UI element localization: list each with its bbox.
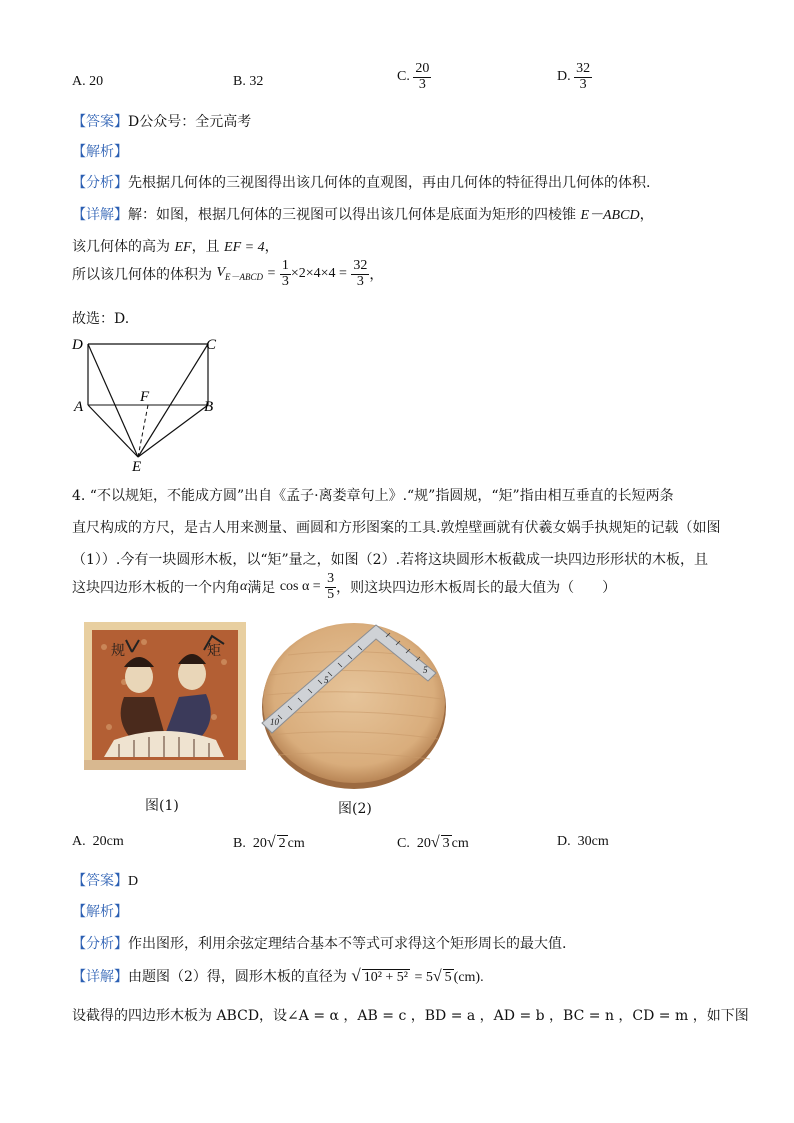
answer-text: D xyxy=(128,874,139,889)
vertex-label-f: F xyxy=(140,389,150,405)
xiangjie-text: 由题图（2）得，圆形木板的直径为 xyxy=(128,969,347,985)
vertex-label-c: C xyxy=(206,337,217,353)
q3-option-c xyxy=(397,62,431,92)
vertex-label-b: B xyxy=(204,399,214,415)
mural-label-ju: 矩 xyxy=(207,643,221,659)
volume-symbol: $V_{E-ABCD}$ xyxy=(216,265,264,283)
q4-stem-line-2: 直尺构成的方尺，是古人用来测量、画圆和方形图案的工具.敦煌壁画就有伏羲女娲手执规矩的记载（如图 xyxy=(72,520,721,536)
q3-choose-line: 故选：D. xyxy=(72,311,130,327)
option-fraction xyxy=(574,62,592,92)
fraction-denominator: 3 xyxy=(418,76,426,92)
pyramid-name: E－ABCD xyxy=(580,208,640,223)
option-letter: A. xyxy=(72,74,86,89)
fenxi-text: 先根据几何体的三视图得出该几何体的直观图，再由几何体的特征得出几何体的体积. xyxy=(128,175,651,191)
mural-image xyxy=(84,622,246,770)
height-segment: EF xyxy=(174,240,192,255)
xiangjie-tag: 【详解】 xyxy=(72,969,128,985)
answer-text: D公众号：全元高考 xyxy=(128,114,252,130)
cos-expression: cos α = xyxy=(279,579,321,595)
q4-analysis-tag: 【解析】 xyxy=(72,904,128,920)
option-letter: C. xyxy=(397,69,410,85)
q4-option-b: B. 20√ 2 cm xyxy=(233,834,305,851)
option-fraction xyxy=(413,62,431,92)
option-letter: D. xyxy=(557,69,571,85)
fenxi-text: 作出图形，利用余弦定理结合基本不等式可求得这个矩形周长的最大值. xyxy=(128,936,567,952)
diameter-radicand: 10² + 5² xyxy=(363,970,409,985)
fraction-denominator: 3 xyxy=(579,76,587,92)
vertex-label-e: E xyxy=(132,459,142,475)
q4-stem-line-3: （1））.今有一块圆形木板，以“矩”量之，如图（2）.若将这块圆形木板截成一块四边形形状的木板，且 xyxy=(72,552,709,568)
fraction-numerator: 20 xyxy=(415,61,430,76)
q3-volume-line: 所以该几何体的体积为 $V_{E-ABCD}$ = $\frac{1}{3}$ ×2×4×4 = $\frac{32}{3}$ ， xyxy=(72,258,384,289)
answer-tag: 【答案】 xyxy=(72,873,128,889)
q4-xiangjie-line: 【详解】由题图（2）得，圆形木板的直径为 √ 10² + 5² = 5√ 5 (cm). xyxy=(72,966,484,985)
caption-figure-2: 图(2) xyxy=(338,801,372,817)
q4-stem-line-4: 这块四边形木板的一个内角α满足 cos α = $\frac{3}{5}$ ，则这块四边形木板周长的最大值为（ ） xyxy=(72,571,617,602)
volume-mult: ×2×4×4 = xyxy=(290,266,347,282)
mural-label-gui: 规 xyxy=(111,643,125,659)
option-value: 20 xyxy=(89,74,104,89)
fenxi-tag: 【分析】 xyxy=(72,936,128,952)
q3-answer-line xyxy=(72,111,251,131)
answer-tag: 【答案】 xyxy=(72,114,128,130)
q4-option-a: A. 20cm xyxy=(72,834,124,849)
option-letter: B. xyxy=(233,74,246,89)
wood-board-image xyxy=(258,615,450,793)
height-connector: ，且 xyxy=(191,239,220,255)
q3-option-b xyxy=(233,74,263,90)
volume-text: 所以该几何体的体积为 xyxy=(72,267,212,284)
height-comma: ， xyxy=(264,239,279,255)
q4-answer-line xyxy=(72,870,138,890)
option-value: 32 xyxy=(249,74,264,89)
q4-option-d: D. 30cm xyxy=(557,834,609,849)
diameter-eq: = 5 xyxy=(414,970,433,985)
diameter-unit: (cm). xyxy=(453,970,484,985)
height-equation: EF = 4 xyxy=(224,240,265,255)
cos-fraction: $\frac{3}{5}$ xyxy=(327,571,335,602)
pyramid-figure xyxy=(60,330,240,475)
caption-figure-1: 图(1) xyxy=(145,798,179,814)
fraction-numerator: 32 xyxy=(576,61,591,76)
q3-analysis-tag: 【解析】 xyxy=(72,144,128,160)
volume-fraction: $\frac{1}{3}$ xyxy=(281,258,289,289)
xiangjie-tag: 【详解】 xyxy=(72,207,128,223)
fenxi-tag: 【分析】 xyxy=(72,175,128,191)
ruler-mark-5: 5 xyxy=(324,675,329,685)
ruler-mark-5b: 5 xyxy=(423,665,428,675)
ruler-mark-10: 10 xyxy=(270,717,279,727)
q4-option-c: C. 20√ 3 cm xyxy=(397,834,469,851)
height-text: 该几何体的高为 xyxy=(72,239,170,255)
q4-fenxi-line xyxy=(72,933,566,953)
q3-fenxi-line xyxy=(72,172,650,192)
vertex-label-d: D xyxy=(72,337,83,353)
q3-xiangjie-line: 【详解】解：如图，根据几何体的三视图可以得出该几何体是底面为矩形的四棱锥 E－ABCD， xyxy=(72,207,654,223)
q4-last-line: 设截得的四边形木板为 ABCD，设∠A = α ，AB = c ，BD = a ，AD = b ，BC = n ，CD = m ，如下图 xyxy=(72,1008,749,1024)
q3-option-d xyxy=(557,62,592,92)
vertex-label-a: A xyxy=(74,399,84,415)
xiangjie-text: 解：如图，根据几何体的三视图可以得出该几何体是底面为矩形的四棱锥 xyxy=(128,207,576,223)
q3-height-line xyxy=(72,236,279,256)
q3-option-a xyxy=(72,74,103,90)
q4-stem-line-1: 4. “不以规矩，不能成方圆”出自《孟子·离娄章句上》.“规”指圆规，“矩”指由相互垂直的长短两条 xyxy=(72,488,674,504)
diameter-radicand-2: 5 xyxy=(444,970,452,985)
volume-eq: = xyxy=(267,266,276,282)
volume-result: $\frac{32}{3}$ xyxy=(353,258,368,289)
